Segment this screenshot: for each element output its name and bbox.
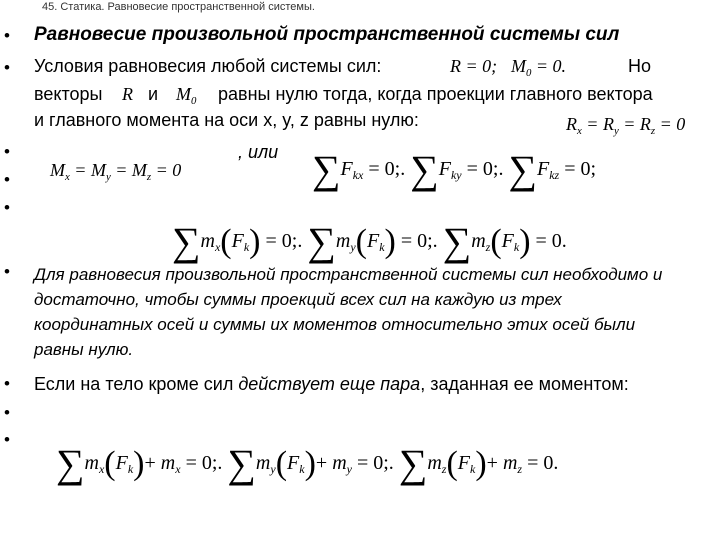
couple-text-b: действует еще пара [238, 374, 421, 394]
r-projections-formula: $R_x = R_y = R_z = 0$ [566, 114, 686, 137]
sum-moments-formula: $\sum m_x(F_k) = 0$;. $\sum m_y(F_k) = 0$;. $\sum m_z(F_k) = 0$. [172, 219, 567, 264]
m-tail: = 0. [531, 56, 567, 76]
couple-text-a: Если на тело кроме сил [34, 374, 239, 394]
m-symbol: M [511, 56, 526, 76]
bullet: • [4, 403, 10, 422]
conditions-text: Условия равновесия любой системы сил: [34, 56, 382, 76]
couple-text [34, 374, 629, 395]
conditions-line2-text: равны нулю тогда, когда проекции главного вектора [218, 84, 653, 104]
or-word: , или [238, 142, 279, 162]
bullet: • [4, 374, 10, 393]
m-projections-formula: $M_x = M_y = M_z = 0$ [50, 160, 182, 183]
m-subscript: 0 [526, 66, 532, 79]
equilibrium-statement: Для равновесия произвольной пространственной системы сил необходимо и достаточно, чтобы суммы проекций всех сил на каждую из трех координатных осей и суммы их моментов относительно этих осей были равны нулю. [34, 265, 663, 359]
m0-vector-symbol: $M_0$ [176, 84, 197, 107]
bullet: • [4, 142, 10, 161]
sum-with-couple-formula: $\sum m_x(F_k)+ m_x = 0$;. $\sum m_y(F_k)+ m_y = 0$;. $\sum m_z(F_k)+ m_z = 0$. [56, 441, 559, 486]
bullet: • [4, 26, 10, 45]
conditions-line3-text: и главного момента на оси x, y, z равны нулю: [34, 110, 419, 130]
bullet: • [4, 58, 10, 77]
r-zero-formula: R = 0; [450, 56, 498, 76]
bullet: • [4, 198, 10, 217]
but-word: Но [628, 56, 652, 76]
and-word: и [148, 84, 159, 104]
bullet: • [4, 170, 10, 189]
bullet: • [4, 262, 10, 281]
vectors-word: векторы [34, 84, 103, 104]
sum-forces-formula: $\sum F_{kx} = 0$;. $\sum F_{ky} = 0$;. $\sum F_{kz} = 0$; [312, 147, 597, 192]
m-zero-formula [511, 56, 566, 79]
couple-text-c: , заданная ее моментом: [420, 374, 629, 394]
r-vector-symbol: R [122, 84, 133, 104]
slide-header: 45. Статика. Равновесие пространственной системы. [42, 1, 315, 13]
slide-title: Равновесие произвольной пространственной системы сил [34, 24, 620, 45]
bullet: • [4, 430, 10, 449]
